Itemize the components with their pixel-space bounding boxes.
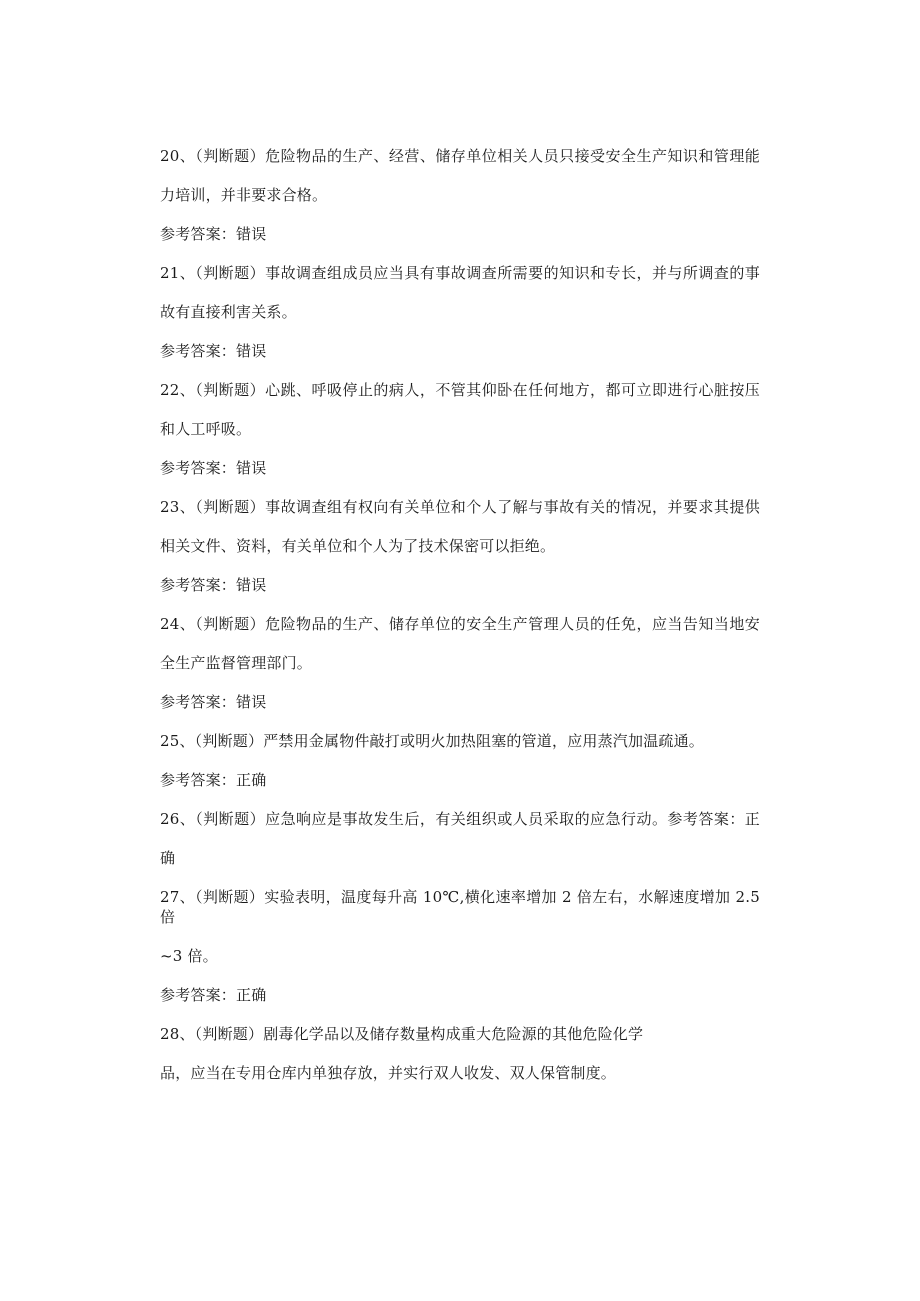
- question-26: [160, 809, 760, 868]
- question-list: [160, 146, 760, 1102]
- question-text: 23、（判断题）事故调查组有权向有关单位和个人了解与事故有关的情况，并要求其提供: [160, 498, 760, 516]
- question-text: 力培训，并非要求合格。: [160, 186, 328, 204]
- question-text: 相关文件、资料，有关单位和个人为了技术保密可以拒绝。: [160, 537, 556, 555]
- question-text: 25、（判断题）严禁用金属物件敲打或明火加热阻塞的管道，应用蒸汽加温疏通。: [160, 732, 704, 750]
- question-27: [160, 887, 760, 1005]
- question-23: [160, 497, 760, 595]
- question-text: 22、（判断题）心跳、呼吸停止的病人，不管其仰卧在任何地方，都可立即进行心脏按压: [160, 381, 760, 399]
- question-text: 全生产监督管理部门。: [160, 654, 313, 672]
- answer-text: 参考答案：错误: [160, 459, 267, 477]
- answer-text: 参考答案：错误: [160, 225, 267, 243]
- question-text: 26、（判断题）应急响应是事故发生后，有关组织或人员采取的应急行动。参考答案：正: [160, 810, 760, 828]
- answer-text: 参考答案：错误: [160, 693, 267, 711]
- question-text: 28、（判断题）剧毒化学品以及储存数量构成重大危险源的其他危险化学: [160, 1025, 644, 1043]
- question-text: ~3 倍。: [160, 947, 218, 965]
- question-text: 27、（判断题）实验表明，温度每升高 10℃,横化速率增加 2 倍左右，水解速度增加 2.5 倍: [160, 888, 760, 926]
- question-text: 确: [160, 849, 176, 867]
- question-text: 故有直接利害关系。: [160, 303, 297, 321]
- question-text: 24、（判断题）危险物品的生产、储存单位的安全生产管理人员的任免，应当告知当地安: [160, 615, 760, 633]
- answer-text: 参考答案：正确: [160, 771, 267, 789]
- question-25: [160, 731, 760, 790]
- question-20: [160, 146, 760, 244]
- answer-text: 参考答案：正确: [160, 986, 267, 1004]
- question-text: 和人工呼吸。: [160, 420, 252, 438]
- answer-text: 参考答案：错误: [160, 576, 267, 594]
- question-22: [160, 380, 760, 478]
- answer-text: 参考答案：错误: [160, 342, 267, 360]
- question-21: [160, 263, 760, 361]
- question-text: 21、（判断题）事故调查组成员应当具有事故调查所需要的知识和专长，并与所调查的事: [160, 264, 760, 282]
- question-text: 20、（判断题）危险物品的生产、经营、储存单位相关人员只接受安全生产知识和管理能: [160, 147, 760, 165]
- question-24: [160, 614, 760, 712]
- question-text: 品，应当在专用仓库内单独存放，并实行双人收发、双人保管制度。: [160, 1064, 617, 1082]
- question-28: [160, 1024, 760, 1083]
